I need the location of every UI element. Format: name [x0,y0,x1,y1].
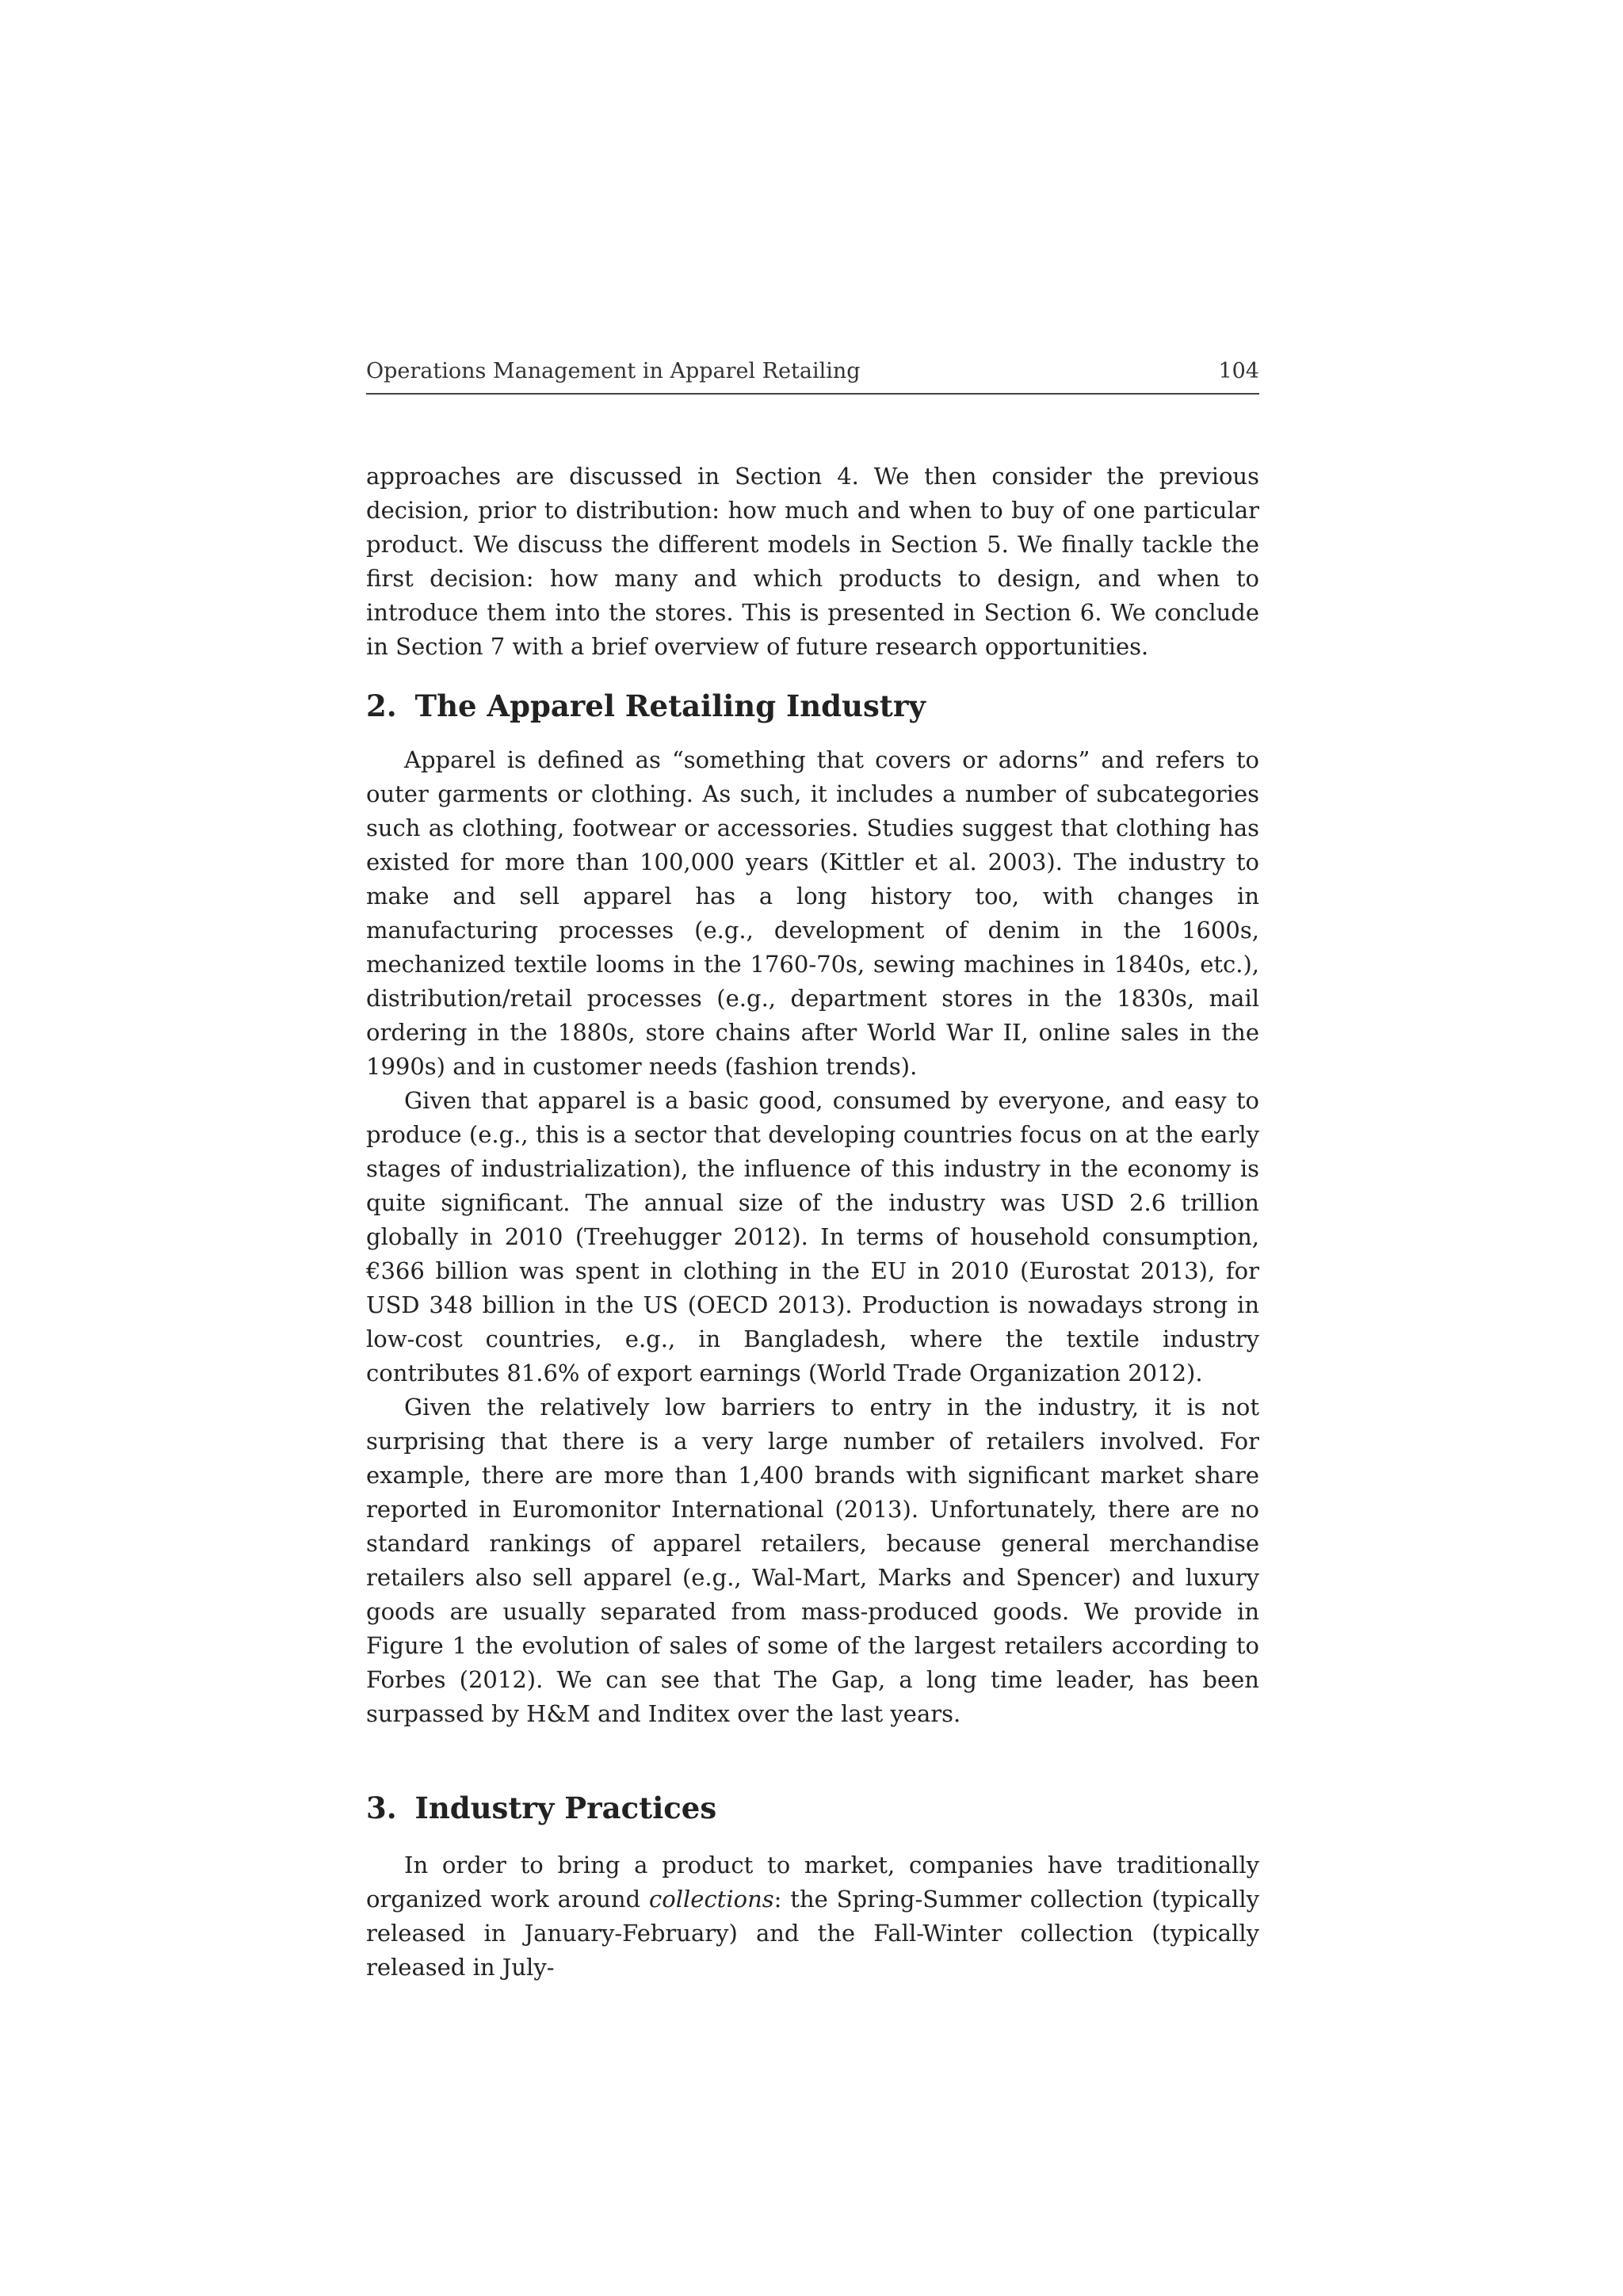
paragraph: Given the relatively low barriers to entry in the industry, it is not surprising that there is a very large number of retailers involved. For example, there are more than 1,400 brands with significant market share reported in Euromonitor International (2013). Unfortunately, there are no standard rankings of apparel retailers, because general merchandise retailers also sell apparel (e.g., Wal-Mart, Marks and Spencer) and luxury goods are usually separated from mass-produced goods. We provide in Figure 1 the evolution of sales of some of the largest retailers according to Forbes (2012). We can see that The Gap, a long time leader, has been surpassed by H&M and Inditex over the last years. [366,1394,1259,1727]
running-header [366,357,1259,395]
paragraph-intro: approaches are discussed in Section 4. We then consider the previous decision, prior to distribution: how much and when to buy of one particular product. We discuss the different models in Section 5. We finally tackle the first decision: how many and which products to design, and when to introduce them into the stores. This is presented in Section 6. We conclude in Section 7 with a brief overview of future research opportunities. [366,463,1259,660]
section-heading-3 [366,1788,1259,1828]
page-number: 104 [1218,359,1259,383]
section-title: The Apparel Retailing Industry [414,688,926,723]
paragraph-text: : the Spring-Summer collection (typically released in January-February) and the Fall-Winter collection (typically released in July- [366,1886,1259,1981]
running-title: Operations Management in Apparel Retailing [366,359,861,383]
paragraph: Apparel is defined as “something that covers or adorns” and refers to outer garments or clothing. As such, it includes a number of subcategories such as clothing, footwear or accessories. Studies suggest that clothing has existed for more than 100,000 years (Kittler et al. 2003). The industry to make and sell apparel has a long history too, with changes in manufacturing processes (e.g., development of denim in the 1600s, mechanized textile looms in the 1760-70s, sewing machines in 1840s, etc.), distribution/retail processes (e.g., department stores in the 1830s, mail ordering in the 1880s, store chains after World War II, online sales in the 1990s) and in customer needs (fashion trends). [366,746,1259,1080]
body-text [366,460,1259,1985]
section-heading-2 [366,686,1259,726]
paragraph-text: In order to bring a product to market, companies have traditionally organized work around [366,1852,1259,1913]
emphasis-collections: collections [649,1886,774,1913]
paragraph: Given that apparel is a basic good, consumed by everyone, and easy to produce (e.g., this is a sector that developing countries focus on at the early stages of industrialization), the influence of this industry in the economy is quite significant. The annual size of the industry was USD 2.6 trillion globally in 2010 (Treehugger 2012). In terms of household consumption, €366 billion was spent in clothing in the EU in 2010 (Eurostat 2013), for USD 348 billion in the US (OECD 2013). Production is nowadays strong in low-cost countries, e.g., in Bangladesh, where the textile industry contributes 81.6% of export earnings (World Trade Organization 2012). [366,1087,1259,1386]
section-number: 3. [366,1791,397,1825]
paragraph [366,1848,1259,1985]
section-title: Industry Practices [414,1791,717,1825]
section-number: 2. [366,688,397,723]
